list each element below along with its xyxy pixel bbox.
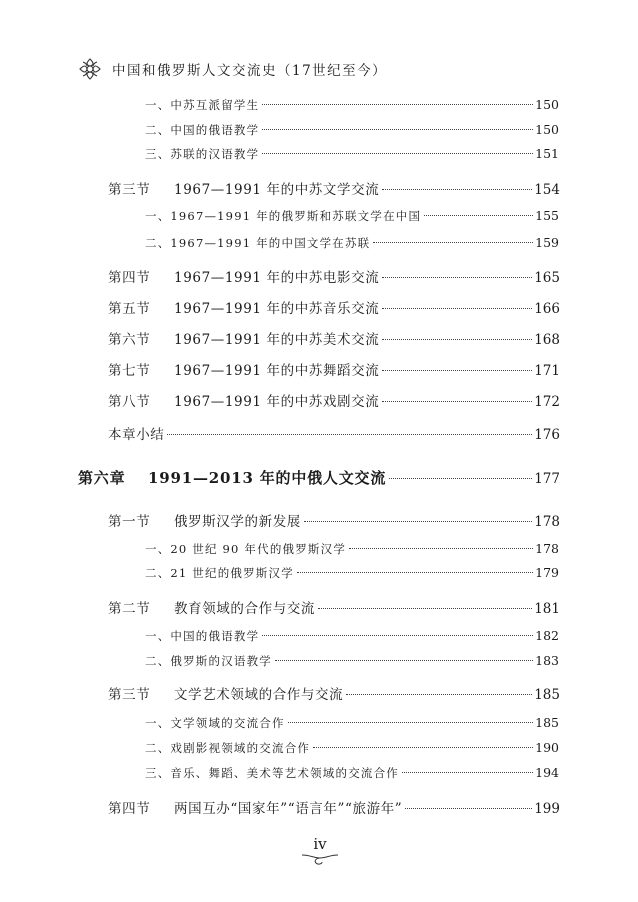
toc-subsection (145, 122, 559, 138)
dot-leader (382, 189, 532, 190)
toc-page-number: 151 (535, 146, 559, 161)
toc-subsection (145, 565, 559, 581)
dot-leader (389, 478, 532, 479)
toc-entry-label (108, 266, 379, 286)
toc-entry-number: 第一节 (108, 514, 151, 530)
dot-leader (382, 339, 532, 340)
toc-entry-label (145, 122, 259, 138)
toc-entry-label (108, 328, 379, 348)
dot-leader (262, 153, 533, 154)
toc-entry-number: 第三节 (108, 687, 151, 703)
toc-subsection (145, 740, 559, 756)
toc-entry-label (108, 683, 343, 703)
toc-page-number: 181 (534, 601, 560, 617)
dot-leader (262, 129, 533, 130)
toc-entry-title: 一、20 世纪 90 年代的俄罗斯汉学 (145, 542, 347, 556)
page-footer (295, 836, 345, 866)
toc-page-number: 150 (535, 122, 559, 137)
toc-page-number: 194 (535, 765, 559, 780)
toc-entry-title: 二、俄罗斯的汉语教学 (145, 654, 272, 668)
toc-page-number: 183 (535, 653, 559, 668)
toc-page-number: 179 (535, 565, 559, 580)
toc-entry-title: 两国互办“国家年”“语言年”“旅游年” (174, 801, 403, 817)
toc-subsection (145, 628, 559, 644)
toc-entry-label (108, 597, 315, 617)
toc-entry-title: 1967—1991 年的中苏文学交流 (174, 182, 380, 198)
toc-page-number: 176 (534, 427, 560, 443)
toc-subsection (145, 541, 559, 557)
toc-entry-number: 第八节 (108, 394, 151, 410)
page-number: iv (313, 835, 327, 853)
toc-entry-title: 二、中国的俄语教学 (145, 123, 260, 137)
toc-page-number: 150 (535, 97, 559, 112)
dot-leader (346, 694, 532, 695)
toc-entry-label (145, 715, 285, 731)
toc-entry-label (108, 423, 164, 443)
toc-entry-title: 1967—1991 年的中苏戏剧交流 (174, 394, 380, 410)
toc-entry-number: 第七节 (108, 363, 151, 379)
running-header (78, 56, 387, 82)
toc-entry-number: 第三节 (108, 182, 151, 198)
toc-entry-title: 1967—1991 年的中苏美术交流 (174, 332, 380, 348)
toc-entry-title: 一、中国的俄语教学 (145, 629, 260, 643)
toc-entry-title: 二、21 世纪的俄罗斯汉学 (145, 566, 294, 580)
toc-entry-label (145, 765, 399, 781)
toc-entry-label (108, 510, 301, 530)
dot-leader (349, 548, 533, 549)
toc-entry-title: 二、戏剧影视领域的交流合作 (145, 741, 311, 755)
toc-subsection (145, 208, 559, 224)
toc-page-number: 182 (535, 628, 559, 643)
toc-page-number: 199 (534, 801, 560, 817)
toc-entry-label (108, 297, 379, 317)
toc-entry-label (145, 565, 294, 581)
dot-leader (382, 401, 532, 402)
toc-section (108, 683, 560, 703)
toc-entry-title: 二、1967—1991 年的中国文学在苏联 (145, 236, 371, 250)
dot-leader (382, 308, 532, 309)
toc-entry-label (145, 628, 259, 644)
toc-entry-number: 第六章 (78, 469, 126, 487)
dot-leader (288, 722, 533, 723)
toc-page-number: 171 (534, 363, 560, 379)
toc-subsection (145, 146, 559, 162)
toc-entry-label (145, 97, 259, 113)
toc-subsection (145, 235, 559, 251)
toc-entry-title: 1991—2013 年的中俄人文交流 (148, 469, 387, 487)
toc-entry-label (78, 467, 386, 488)
toc-page-number: 165 (534, 270, 560, 286)
toc-entry-title: 1967—1991 年的中苏舞蹈交流 (174, 363, 380, 379)
toc-entry-number: 第五节 (108, 301, 151, 317)
toc-entry-title: 本章小结 (108, 427, 165, 443)
dot-leader (424, 215, 533, 216)
toc-page-number: 190 (535, 740, 559, 755)
toc-entry-title: 1967—1991 年的中苏音乐交流 (174, 301, 380, 317)
toc-page-number: 177 (534, 471, 560, 487)
toc-chapter (78, 467, 560, 488)
toc-entry-label (108, 359, 379, 379)
toc-subsection (145, 715, 559, 731)
toc-page-number: 172 (534, 394, 560, 410)
toc-section (108, 423, 560, 443)
toc-entry-number: 第六节 (108, 332, 151, 348)
header-title: 中国和俄罗斯人文交流史（17世纪至今） (112, 63, 388, 79)
toc-entry-number: 第四节 (108, 270, 151, 286)
toc-entry-label (145, 146, 259, 162)
dot-leader (304, 521, 532, 522)
toc-entry-title: 文学艺术领域的合作与交流 (174, 687, 344, 703)
toc-entry-label (145, 653, 272, 669)
toc-section (108, 797, 560, 817)
toc-section (108, 178, 560, 198)
toc-page-number: 168 (534, 332, 560, 348)
toc-section (108, 390, 560, 410)
toc-entry-label (145, 235, 370, 251)
toc-subsection (145, 653, 559, 669)
toc-page-number: 155 (535, 208, 559, 223)
toc-entry-label (145, 541, 346, 557)
toc-page-number: 154 (534, 182, 560, 198)
toc-page-number: 178 (535, 541, 559, 556)
toc-section (108, 597, 560, 617)
toc-page-number: 159 (535, 235, 559, 250)
toc-entry-title: 一、1967—1991 年的俄罗斯和苏联文学在中国 (145, 209, 422, 223)
toc-entry-number: 第四节 (108, 801, 151, 817)
toc-page-number: 166 (534, 301, 560, 317)
toc-entry-title: 三、苏联的汉语教学 (145, 147, 260, 161)
toc-entry-label (145, 740, 310, 756)
toc-subsection (145, 97, 559, 113)
dot-leader (382, 370, 532, 371)
toc-entry-title: 一、中苏互派留学生 (145, 98, 260, 112)
toc-page-number: 185 (535, 715, 559, 730)
toc-entry-label (145, 208, 421, 224)
toc-entry-title: 俄罗斯汉学的新发展 (174, 514, 301, 530)
toc-entry-title: 1967—1991 年的中苏电影交流 (174, 270, 380, 286)
dot-leader (275, 660, 533, 661)
toc-entry-label (108, 178, 379, 198)
dot-leader (297, 572, 533, 573)
toc-entry-number: 第二节 (108, 601, 151, 617)
dot-leader (167, 434, 532, 435)
toc-section (108, 266, 560, 286)
toc-entry-title: 教育领域的合作与交流 (174, 601, 315, 617)
toc-entry-title: 一、文学领域的交流合作 (145, 716, 285, 730)
toc-section (108, 359, 560, 379)
floral-ornament-icon (78, 57, 102, 81)
dot-leader (405, 808, 532, 809)
toc-entry-title: 三、音乐、舞蹈、美术等艺术领域的交流合作 (145, 766, 399, 780)
dot-leader (262, 635, 533, 636)
toc-section (108, 297, 560, 317)
toc-page-number: 178 (534, 514, 560, 530)
toc-entry-label (108, 797, 402, 817)
dot-leader (373, 242, 533, 243)
dot-leader (262, 104, 533, 105)
toc-page-number: 185 (534, 687, 560, 703)
dot-leader (318, 608, 532, 609)
toc-section (108, 328, 560, 348)
dot-leader (313, 747, 533, 748)
dot-leader (402, 772, 533, 773)
toc-section (108, 510, 560, 530)
toc-entry-label (108, 390, 379, 410)
dot-leader (382, 277, 532, 278)
toc-subsection (145, 765, 559, 781)
flourish-ornament-icon (300, 852, 340, 866)
